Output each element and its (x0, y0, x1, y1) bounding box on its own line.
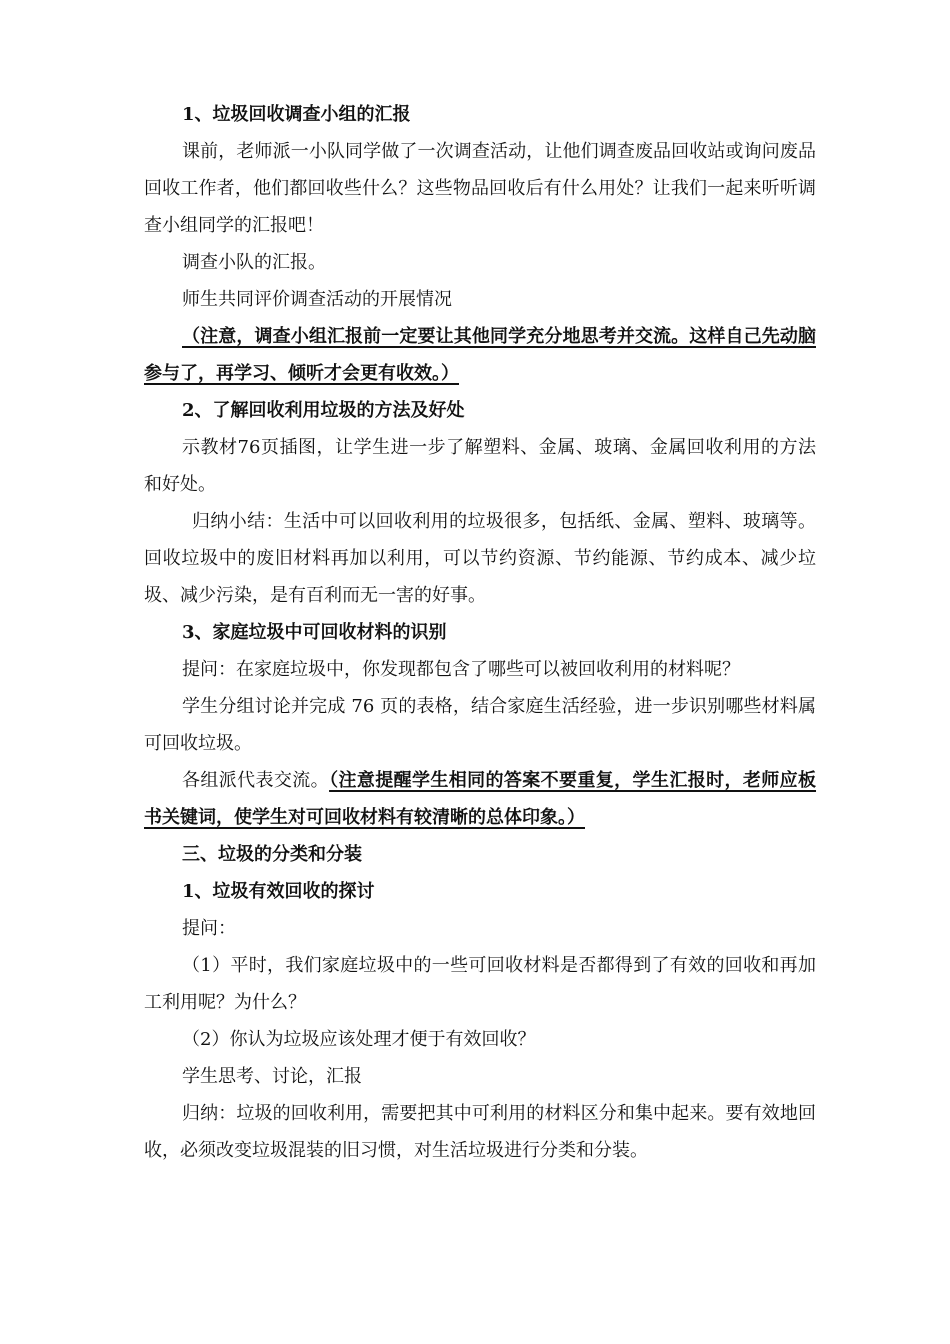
paragraph-survey-report: 调查小队的汇报。 (182, 252, 326, 273)
group-exchange-text: 各组派代表交流。 (182, 770, 330, 791)
paragraph-group-exchange (144, 762, 816, 836)
paragraph-question-1: （1）平时，我们家庭垃圾中的一些可回收材料是否都得到了有效的回收和再加工利用呢？为什么？ (144, 955, 816, 1013)
note-no-repeat-answers: （注意提醒学生相同的答案不要重复，学生汇报时，老师应板书关键词，使学生对可回收材料有较清晰的总体印象。） (144, 770, 817, 828)
heading-sorting-packing: 三、垃圾的分类和分装 (182, 844, 362, 865)
heading-effective-recycling: 1、垃圾有效回收的探讨 (182, 881, 375, 902)
document-body (144, 96, 816, 1169)
note-discussion-first: （注意，调查小组汇报前一定要让其他同学充分地思考并交流。这样自己先动脑参与了，再学习、倾听才会更有收效。） (144, 326, 816, 384)
paragraph-evaluation: 师生共同评价调查活动的开展情况 (182, 289, 452, 310)
paragraph-survey-intro: 课前，老师派一小队同学做了一次调查活动，让他们调查废品回收站或询问废品回收工作者，他们都回收些什么？这些物品回收后有什么用处？让我们一起来听听调查小组同学的汇报吧！ (144, 141, 816, 236)
paragraph-student-thinking: 学生思考、讨论，汇报 (182, 1066, 362, 1087)
paragraph-question-household: 提问：在家庭垃圾中，你发现都包含了哪些可以被回收利用的材料呢？ (182, 659, 740, 680)
heading-household-recyclables: 3、家庭垃圾中可回收材料的识别 (182, 622, 447, 643)
paragraph-summary: 归纳小结：生活中可以回收利用的垃圾很多，包括纸、金属、塑料、玻璃等。回收垃圾中的废旧材料再加以利用，可以节约资源、节约能源、节约成本、减少垃圾、减少污染，是有百利而无一害的好事。 (144, 511, 816, 606)
paragraph-group-discussion: 学生分组讨论并完成 76 页的表格，结合家庭生活经验，进一步识别哪些材料属可回收垃圾。 (144, 696, 816, 754)
paragraph-textbook-figure: 示教材76页插图，让学生进一步了解塑料、金属、玻璃、金属回收利用的方法和好处。 (144, 437, 816, 495)
heading-recycling-methods: 2、了解回收利用垃圾的方法及好处 (182, 400, 465, 421)
paragraph-conclusion: 归纳：垃圾的回收利用，需要把其中可利用的材料区分和集中起来。要有效地回收，必须改变垃圾混装的旧习惯，对生活垃圾进行分类和分装。 (144, 1103, 816, 1161)
paragraph-question-2: （2）你认为垃圾应该处理才便于有效回收？ (182, 1029, 536, 1050)
paragraph-question-label: 提问： (182, 918, 236, 939)
heading-recycling-survey-report: 1、垃圾回收调查小组的汇报 (182, 104, 411, 125)
